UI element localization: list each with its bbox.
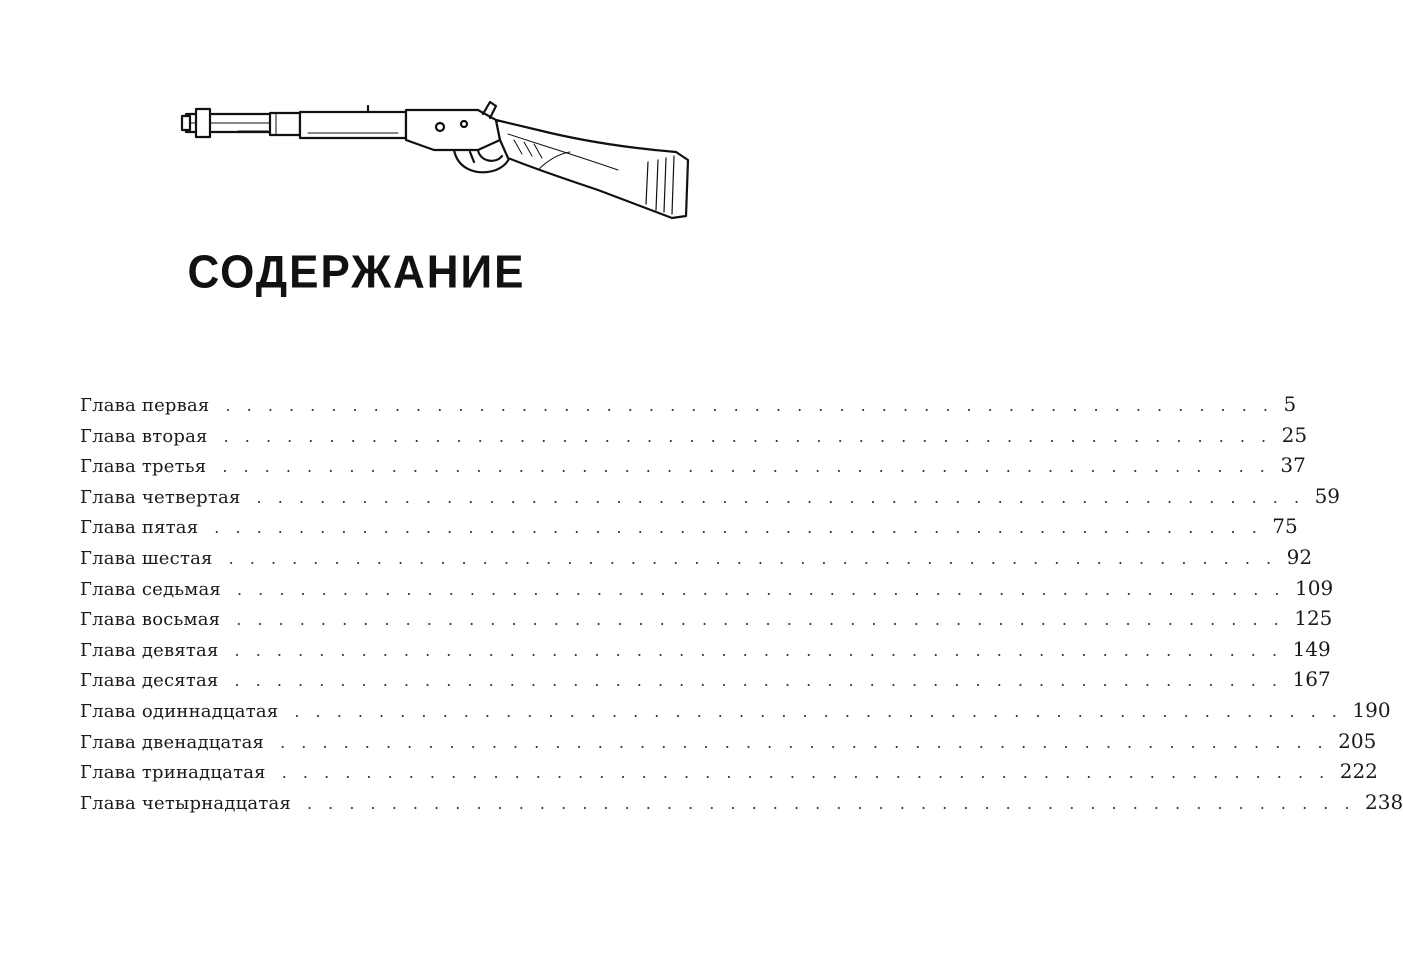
toc-entry <box>80 728 1377 760</box>
toc-entry <box>80 392 1297 423</box>
toc-entry-leader: . . . . . . . . . . . . . . . . . . . . . . . . . . . . . . . . . . . . . . . . . . . . . . . . . . <box>223 426 1272 446</box>
toc-entry-page: 238 <box>1365 789 1403 814</box>
toc-entry <box>80 453 1306 484</box>
toc-entry-leader: . . . . . . . . . . . . . . . . . . . . . . . . . . . . . . . . . . . . . . . . . . . . . . . . . . <box>307 793 1356 813</box>
toc-entry-leader: . . . . . . . . . . . . . . . . . . . . . . . . . . . . . . . . . . . . . . . . . . . . . . . . . . <box>294 701 1343 721</box>
toc-entry-leader: . . . . . . . . . . . . . . . . . . . . . . . . . . . . . . . . . . . . . . . . . . . . . . . . . . <box>236 610 1285 630</box>
toc-entry-leader: . . . . . . . . . . . . . . . . . . . . . . . . . . . . . . . . . . . . . . . . . . . . . . . . . . <box>256 487 1305 507</box>
toc-entry-title: Глава десятая <box>80 670 219 692</box>
toc-entry-leader: . . . . . . . . . . . . . . . . . . . . . . . . . . . . . . . . . . . . . . . . . . . . . . . . . . <box>234 671 1283 691</box>
toc-entry-page: 149 <box>1292 636 1331 661</box>
toc-entry-page: 222 <box>1339 759 1378 784</box>
toc-entry-title: Глава девятая <box>80 639 219 661</box>
toc-entry-title: Глава шестая <box>80 547 213 569</box>
toc-entry-leader: . . . . . . . . . . . . . . . . . . . . . . . . . . . . . . . . . . . . . . . . . . . . . . . . . . <box>225 396 1274 415</box>
toc-entry-title: Глава третья <box>80 456 207 478</box>
toc-entry-page: 5 <box>1283 392 1297 416</box>
toc-entry-page: 92 <box>1286 544 1313 569</box>
toc-entry-page: 125 <box>1294 606 1333 631</box>
toc-entry-page: 167 <box>1292 667 1331 692</box>
toc-entry-title: Глава первая <box>80 395 210 416</box>
toc-entry <box>80 422 1308 454</box>
toc-entry-page: 190 <box>1352 697 1391 722</box>
toc-entry-leader: . . . . . . . . . . . . . . . . . . . . . . . . . . . . . . . . . . . . . . . . . . . . . . . . . . <box>228 548 1277 568</box>
toc-entry-page: 75 <box>1272 514 1298 539</box>
toc-entry-leader: . . . . . . . . . . . . . . . . . . . . . . . . . . . . . . . . . . . . . . . . . . . . . . . . . . <box>234 640 1283 660</box>
toc-entry-title: Глава восьмая <box>80 609 221 631</box>
toc-entry <box>80 514 1298 545</box>
toc-entry <box>80 483 1341 515</box>
toc-entry-leader: . . . . . . . . . . . . . . . . . . . . . . . . . . . . . . . . . . . . . . . . . . . . . . . . . . <box>281 763 1330 783</box>
toc-entry-leader: . . . . . . . . . . . . . . . . . . . . . . . . . . . . . . . . . . . . . . . . . . . . . . . . . . <box>214 518 1263 538</box>
toc-entry-page: 205 <box>1338 728 1377 753</box>
toc-entry <box>80 667 1331 698</box>
toc-entry-title: Глава седьмая <box>80 578 221 600</box>
toc-entry-title: Глава четырнадцатая <box>80 792 291 814</box>
toc-entry <box>80 606 1333 637</box>
toc-entry <box>80 789 1403 821</box>
toc-entry-title: Глава пятая <box>80 517 199 539</box>
toc-entry-page: 25 <box>1281 422 1308 447</box>
toc-entry <box>80 575 1334 607</box>
toc-entry-page: 109 <box>1295 575 1334 600</box>
toc-entry <box>80 697 1391 729</box>
toc-entry-title: Глава вторая <box>80 425 208 447</box>
toc-entry <box>80 759 1378 790</box>
toc-entry-page: 37 <box>1280 453 1306 478</box>
toc-entry-title: Глава двенадцатая <box>80 731 265 753</box>
rifle-illustration <box>178 100 694 228</box>
toc-entry-leader: . . . . . . . . . . . . . . . . . . . . . . . . . . . . . . . . . . . . . . . . . . . . . . . . . . <box>280 732 1329 752</box>
toc-entry <box>80 636 1331 668</box>
toc-entry-title: Глава четвертая <box>80 486 241 508</box>
toc-entry-leader: . . . . . . . . . . . . . . . . . . . . . . . . . . . . . . . . . . . . . . . . . . . . . . . . . . <box>222 457 1271 477</box>
toc-entry-title: Глава тринадцатая <box>80 762 266 784</box>
toc-entry-leader: . . . . . . . . . . . . . . . . . . . . . . . . . . . . . . . . . . . . . . . . . . . . . . . . . . <box>236 579 1285 599</box>
page-title: СОДЕРЖАНИЕ <box>187 246 526 299</box>
toc-entry-title: Глава одиннадцатая <box>80 700 279 722</box>
toc-entry-page: 59 <box>1314 483 1341 508</box>
table-of-contents <box>80 392 1403 820</box>
toc-entry <box>80 544 1313 576</box>
